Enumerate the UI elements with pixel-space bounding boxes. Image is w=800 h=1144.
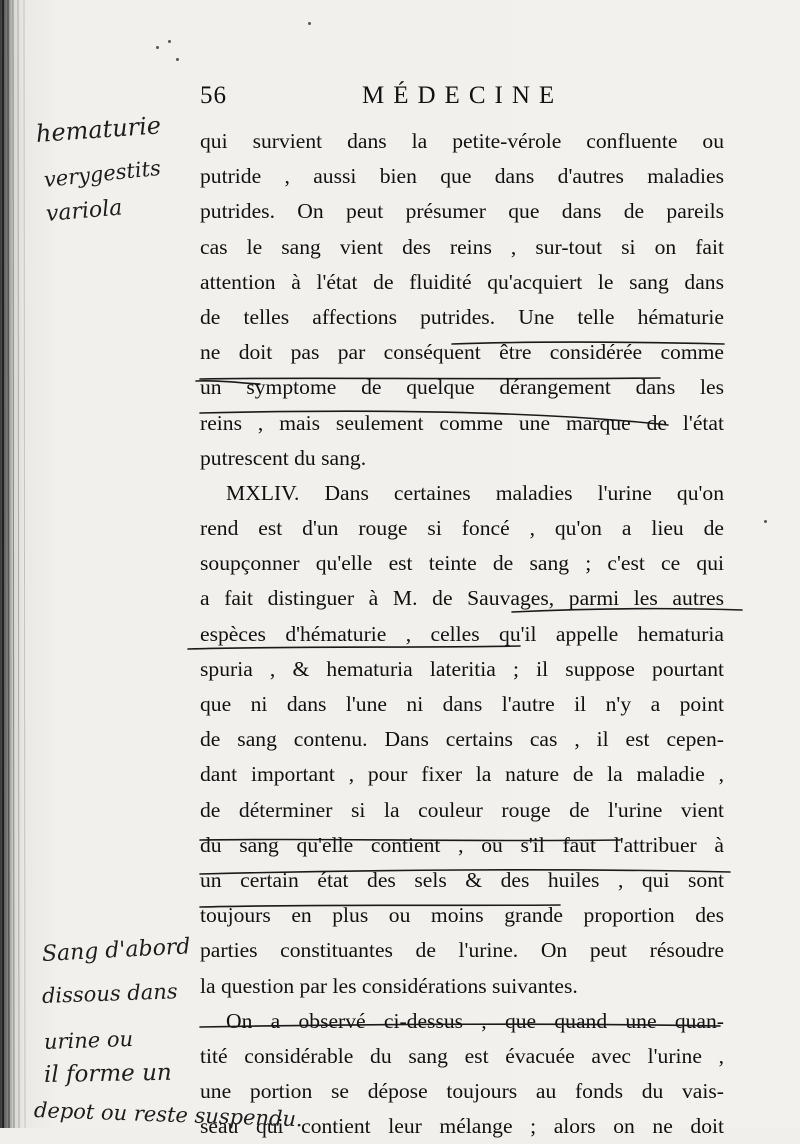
book-binding-edge bbox=[0, 0, 30, 1128]
text-line: spuria , & hematuria lateritia ; il suppose pourtant bbox=[200, 656, 724, 681]
marginal-note: hematurie bbox=[35, 111, 162, 148]
text-line: de telles affections putrides. Une telle hématurie bbox=[200, 304, 724, 329]
paper-speck bbox=[308, 22, 311, 25]
text-line: de sang contenu. Dans certains cas , il est cepen- bbox=[200, 727, 724, 752]
page-number: 56 bbox=[200, 82, 227, 109]
text-line: soupçonner qu'elle est teinte de sang ; c'est ce qui bbox=[200, 551, 724, 576]
text-line: rend est d'un rouge si foncé , qu'on a lieu de bbox=[200, 516, 724, 541]
paper-speck bbox=[764, 520, 767, 523]
text-line: putrides. On peut présumer que dans de pareils bbox=[200, 199, 724, 224]
text-line: de déterminer si la couleur rouge de l'urine vient bbox=[200, 797, 724, 822]
text-line: putrescent du sang. bbox=[200, 445, 367, 470]
paper-speck bbox=[168, 40, 171, 43]
section-heading-line: MXLIV. Dans certaines maladies l'urine qu'on bbox=[226, 480, 724, 505]
running-title: MÉDECINE bbox=[362, 82, 564, 109]
text-line: la question par les considérations suivantes. bbox=[200, 973, 578, 998]
marginal-note: verygestits bbox=[42, 155, 162, 192]
text-line: une portion se dépose toujours au fonds du vais- bbox=[200, 1079, 724, 1104]
marginal-note: variola bbox=[44, 195, 124, 227]
text-line: a fait distinguer à M. de Sauvages, parmi les autres bbox=[200, 586, 724, 611]
paper-speck bbox=[156, 46, 159, 49]
marginal-note: dissous dans bbox=[41, 979, 178, 1008]
page-header bbox=[200, 82, 730, 116]
text-line: dant important , pour fixer la nature de la maladie , bbox=[200, 762, 724, 787]
text-line: espèces d'hématurie , celles qu'il appelle hematuria bbox=[200, 621, 724, 646]
text-line: ne doit pas par conséquent être considérée comme bbox=[200, 340, 724, 365]
text-line: que ni dans l'une ni dans l'autre il n'y a point bbox=[200, 692, 724, 716]
text-line: putride , aussi bien que dans d'autres maladies bbox=[200, 164, 724, 189]
text-line: un symptome de quelque dérangement dans les bbox=[200, 375, 724, 400]
text-line: qui survient dans la petite-vérole confluente ou bbox=[200, 129, 724, 153]
body-text bbox=[200, 124, 724, 1144]
text-line: un certain état des sels & des huiles , qui sont bbox=[200, 867, 724, 892]
text-line: reins , mais seulement comme une marque de l'état bbox=[200, 410, 724, 435]
text-line: seau qui contient leur mélange ; alors on ne doit bbox=[200, 1114, 724, 1139]
marginal-note: Sang d'abord bbox=[41, 934, 192, 967]
text-line: parties constituantes de l'urine. On peut résoudre bbox=[200, 938, 724, 963]
marginal-note: il forme un bbox=[43, 1059, 172, 1088]
paragraph-start-line: On a observé ci-dessus , que quand une quan- bbox=[226, 1008, 724, 1033]
text-line: du sang qu'elle contient , ou s'il faut l'attribuer à bbox=[200, 832, 724, 857]
marginal-note: depot ou reste suspendu. bbox=[33, 1098, 304, 1132]
text-line: toujours en plus ou moins grande proportion des bbox=[200, 903, 724, 928]
text-line: attention à l'état de fluidité qu'acquiert le sang dans bbox=[200, 269, 724, 294]
paper-speck bbox=[176, 58, 179, 61]
marginal-note: urine ou bbox=[43, 1026, 134, 1054]
text-line: cas le sang vient des reins , sur-tout si on fait bbox=[200, 234, 724, 259]
text-line: tité considérable du sang est évacuée avec l'urine , bbox=[200, 1043, 724, 1068]
